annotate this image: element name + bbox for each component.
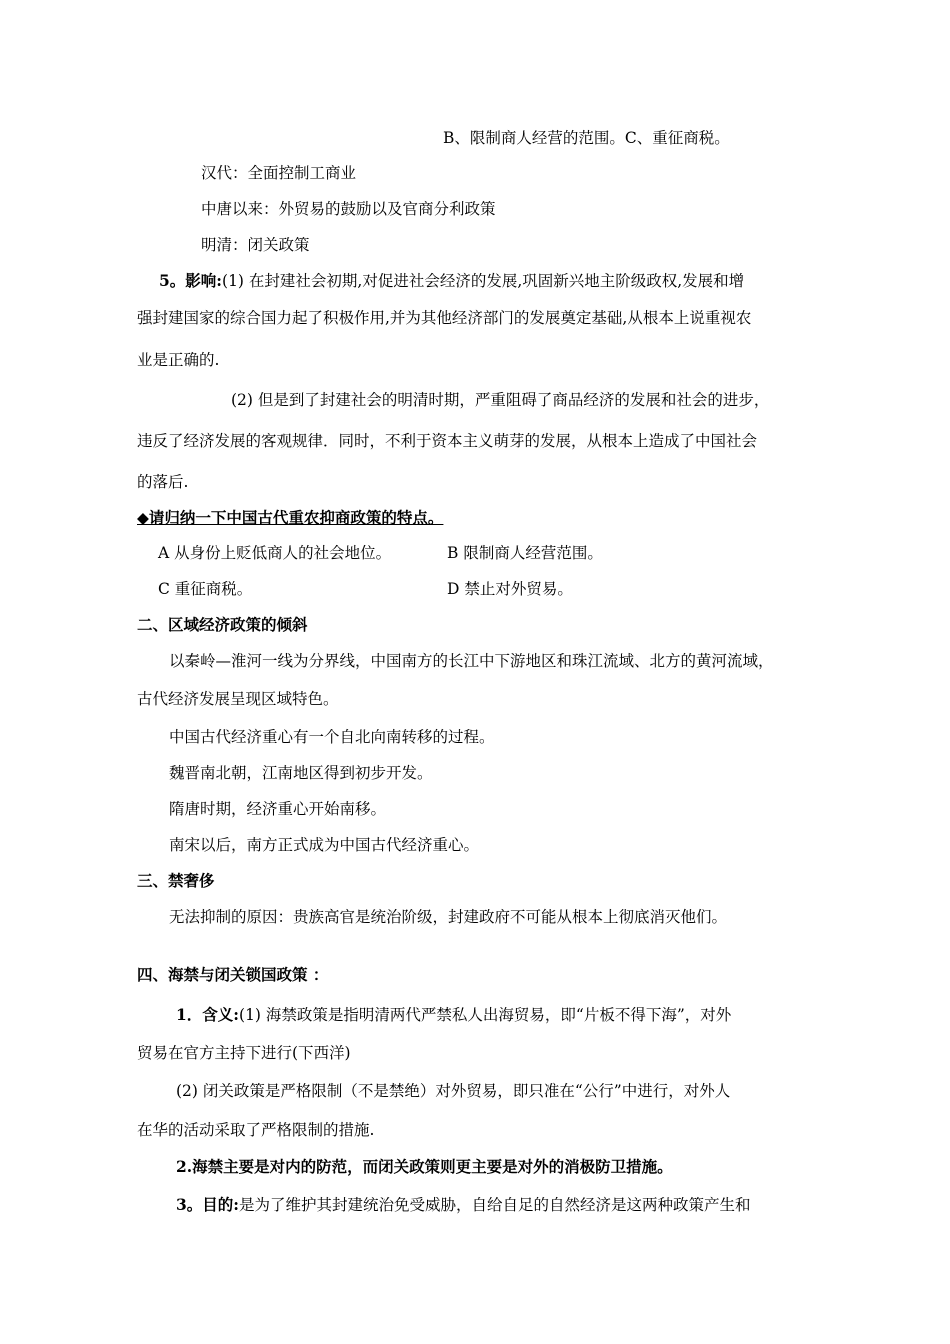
- text-line: 贸易在官方主持下进行(下西洋): [137, 1044, 351, 1062]
- text-line: 古代经济发展呈现区域特色。: [137, 690, 339, 708]
- text-line: 业是正确的.: [137, 351, 220, 369]
- text-line: 隋唐时期，经济重心开始南移。: [169, 800, 387, 818]
- text-line: [159, 271, 744, 291]
- item-text: (1) 在封建社会初期,对促进社会经济的发展,巩固新兴地主阶级政权,发展和增: [222, 272, 745, 290]
- text-line: 以秦岭—淮河一线为分界线，中国南方的长江中下游地区和珠江流域、北方的黄河流域，: [169, 652, 774, 670]
- text-line: (2) 闭关政策是严格限制（不是禁绝）对外贸易，即只准在“公行”中进行，对外人: [176, 1082, 731, 1100]
- text-line: 明清：闭关政策: [201, 236, 310, 254]
- text-line: 中国古代经济重心有一个自北向南转移的过程。: [169, 728, 495, 746]
- text-line: B、限制商人经营的范围。C、重征商税。: [443, 129, 730, 147]
- text-line: 南宋以后，南方正式成为中国古代经济重心。: [169, 836, 480, 854]
- item-heading: 5。影响:: [159, 271, 223, 290]
- text-line: 魏晋南北朝，江南地区得到初步开发。: [169, 764, 433, 782]
- text-line: 2.海禁主要是对内的防范，而闭关政策则更主要是对外的消极防卫措施。: [176, 1157, 673, 1176]
- text-line: 强封建国家的综合国力起了积极作用,并为其他经济部门的发展奠定基础,从根本上说重视农: [137, 309, 752, 327]
- item-heading: 1．含义:: [176, 1005, 240, 1024]
- section-heading: 四、海禁与闭关锁国政策 ：: [137, 965, 329, 984]
- list-item: A 从身份上贬低商人的社会地位。: [158, 544, 392, 562]
- text-line: 违反了经济发展的客观规律．同时，不利于资本主义萌芽的发展，从根本上造成了中国社会: [137, 432, 758, 450]
- item-heading: 3。目的:: [176, 1195, 240, 1214]
- list-item: C 重征商税。: [158, 580, 253, 598]
- text-line: [176, 1005, 731, 1025]
- list-item: B 限制商人经营范围。: [447, 544, 603, 562]
- text-line: [176, 1195, 751, 1215]
- text-line: (2) 但是到了封建社会的明清时期，严重阻碍了商品经济的发展和社会的进步，: [231, 391, 770, 409]
- section-heading: 二、区域经济政策的倾斜: [137, 615, 308, 634]
- item-text: (1) 海禁政策是指明清两代严禁私人出海贸易，即“片板不得下海”，对外: [239, 1006, 732, 1024]
- text-line: 汉代：全面控制工商业: [201, 164, 357, 182]
- item-text: 是为了维护其封建统治免受威胁，自给自足的自然经济是这两种政策产生和: [239, 1196, 751, 1214]
- section-heading: 三、禁奢侈: [137, 871, 215, 890]
- text-line: 无法抑制的原因：贵族高官是统治阶级，封建政府不可能从根本上彻底消灭他们。: [169, 908, 728, 926]
- question-heading: ◆请归纳一下中国古代重农抑商政策的特点。: [137, 508, 444, 527]
- list-item: D 禁止对外贸易。: [447, 580, 573, 598]
- text-line: 中唐以来：外贸易的鼓励以及官商分利政策: [201, 200, 496, 218]
- text-line: 在华的活动采取了严格限制的措施.: [137, 1121, 375, 1139]
- text-line: 的落后.: [137, 473, 189, 491]
